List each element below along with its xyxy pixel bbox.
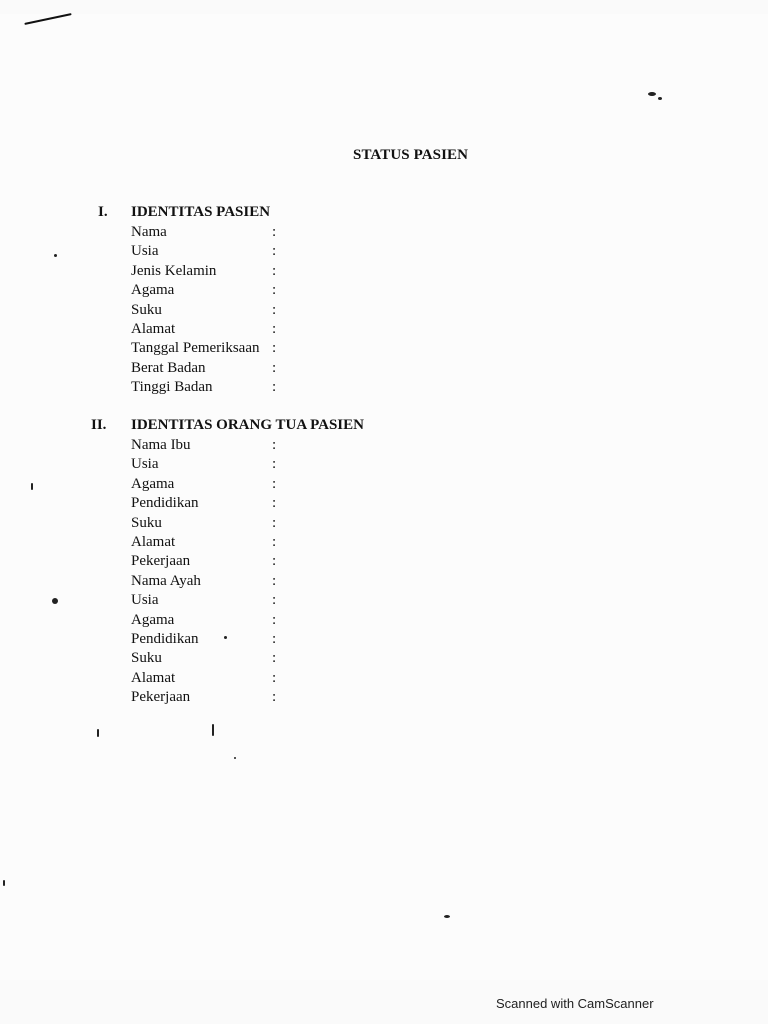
- field-row: [131, 669, 431, 688]
- field-label: Nama Ayah: [131, 572, 201, 589]
- scan-speck: [97, 729, 99, 737]
- field-separator: :: [272, 689, 277, 706]
- field-label: Suku: [131, 514, 162, 531]
- field-list: [131, 436, 431, 707]
- field-row: [131, 455, 431, 474]
- field-separator: :: [272, 533, 277, 550]
- field-row: [131, 378, 431, 397]
- field-separator: :: [272, 359, 277, 376]
- field-separator: :: [272, 592, 277, 609]
- field-row: [131, 591, 431, 610]
- field-label: Agama: [131, 475, 175, 492]
- scan-speck: [444, 915, 450, 918]
- field-row: [131, 223, 431, 242]
- field-separator: :: [272, 456, 277, 473]
- field-label: Agama: [131, 282, 175, 299]
- field-row: [131, 494, 431, 513]
- field-row: [131, 572, 431, 591]
- field-label: Alamat: [131, 533, 176, 550]
- field-row: [131, 320, 431, 339]
- field-separator: :: [272, 630, 277, 647]
- field-separator: :: [272, 514, 277, 531]
- field-separator: :: [272, 340, 277, 357]
- field-separator: :: [272, 611, 277, 628]
- scan-speck: [54, 254, 57, 257]
- field-separator: :: [272, 282, 277, 299]
- field-separator: :: [272, 650, 277, 667]
- scan-speck: [31, 483, 33, 490]
- field-row: [131, 301, 431, 320]
- field-label: Nama: [131, 224, 167, 240]
- field-row: [131, 339, 431, 358]
- field-row: [131, 475, 431, 494]
- field-label: Suku: [131, 650, 162, 667]
- field-list: [131, 223, 431, 398]
- field-separator: :: [272, 301, 277, 318]
- field-separator: :: [272, 262, 277, 279]
- field-separator: :: [272, 320, 277, 337]
- field-label: Pekerjaan: [131, 553, 191, 570]
- section-title: IDENTITAS PASIEN: [131, 204, 271, 220]
- scan-speck: [3, 880, 5, 886]
- field-label: Pendidikan: [131, 495, 199, 512]
- field-label: Agama: [131, 611, 175, 628]
- field-separator: :: [272, 243, 277, 260]
- scan-speck: [212, 724, 214, 736]
- field-row: [131, 688, 431, 707]
- field-row: [131, 533, 431, 552]
- field-separator: :: [272, 669, 277, 686]
- field-label: Pendidikan: [131, 630, 199, 647]
- field-row: [131, 630, 431, 649]
- field-label: Nama Ibu: [131, 437, 191, 453]
- scan-speck: [234, 757, 236, 759]
- field-label: Alamat: [131, 669, 176, 686]
- scan-speck: [52, 598, 58, 604]
- field-label: Suku: [131, 301, 162, 318]
- field-separator: :: [272, 224, 277, 240]
- field-row: [131, 242, 431, 261]
- document-title: STATUS PASIEN: [353, 147, 469, 163]
- field-separator: :: [272, 475, 277, 492]
- field-row: [131, 552, 431, 571]
- field-row: [131, 514, 431, 533]
- field-separator: :: [272, 553, 277, 570]
- section-number: II.: [91, 417, 107, 433]
- scan-speck: [648, 92, 656, 96]
- field-row: [131, 436, 431, 455]
- scan-speck: [658, 97, 662, 100]
- field-label: Usia: [131, 592, 159, 609]
- section-title: IDENTITAS ORANG TUA PASIEN: [131, 417, 364, 433]
- field-label: Pekerjaan: [131, 689, 191, 706]
- field-label: Alamat: [131, 320, 176, 337]
- field-separator: :: [272, 572, 277, 589]
- field-row: [131, 649, 431, 668]
- scanner-watermark: Scanned with CamScanner: [496, 996, 654, 1011]
- field-label: Jenis Kelamin: [131, 262, 217, 279]
- field-label: Usia: [131, 456, 159, 473]
- field-row: [131, 359, 431, 378]
- field-row: [131, 611, 431, 630]
- field-separator: :: [272, 495, 277, 512]
- field-separator: :: [272, 437, 277, 453]
- field-label: Tinggi Badan: [131, 379, 213, 396]
- field-label: Usia: [131, 243, 159, 260]
- field-row: [131, 281, 431, 300]
- section-number: I.: [98, 204, 108, 220]
- field-separator: :: [272, 379, 277, 396]
- field-row: [131, 262, 431, 281]
- field-label: Berat Badan: [131, 359, 206, 376]
- field-label: Tanggal Pemeriksaan: [131, 340, 260, 357]
